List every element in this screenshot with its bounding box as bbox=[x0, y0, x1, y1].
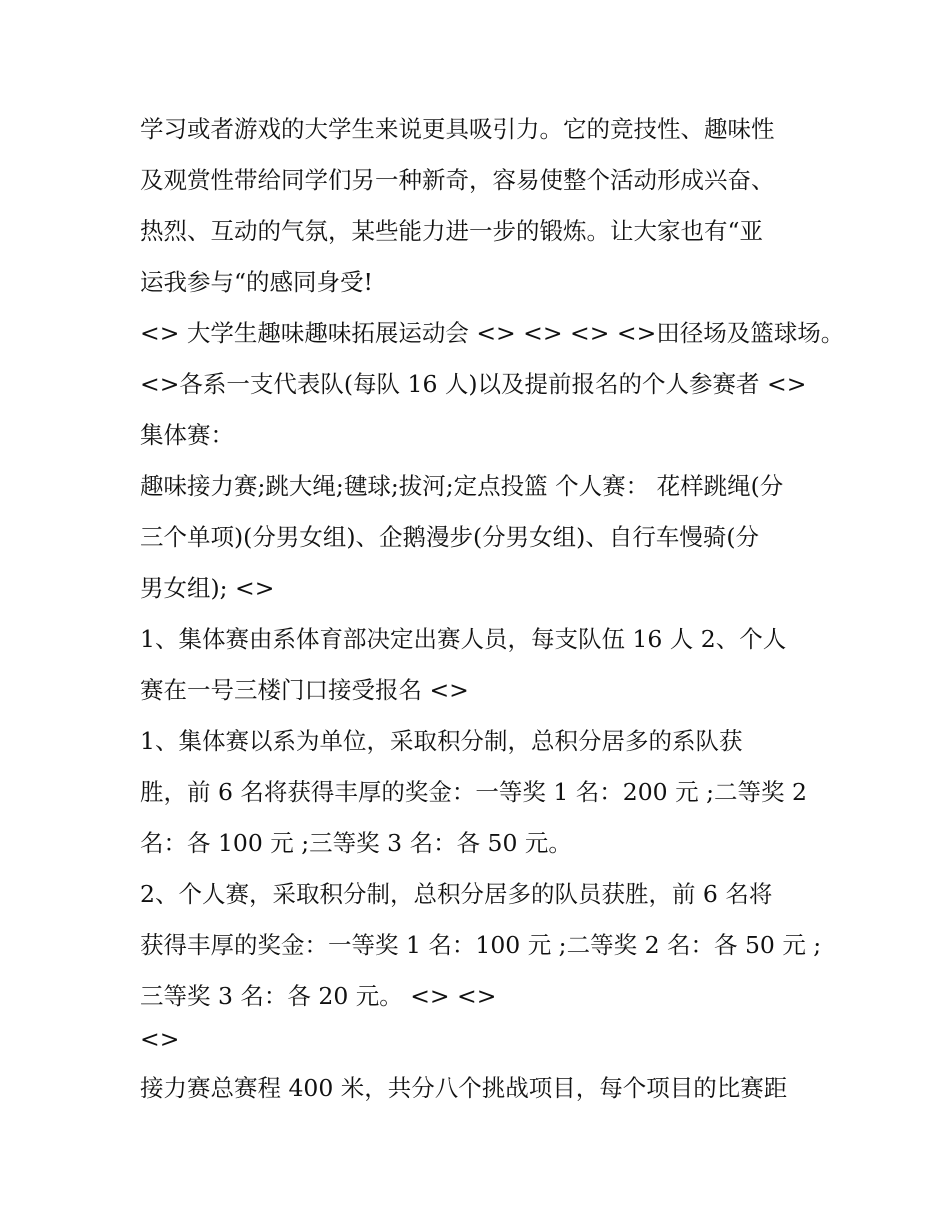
text-line: 名：各 100 元 ;三等奖 3 名：各 50 元。 bbox=[140, 829, 572, 857]
text-line: 获得丰厚的奖金：一等奖 1 名：100 元 ;二等奖 2 名：各 50 元 ; bbox=[140, 931, 822, 959]
text-line: 1、集体赛由系体育部决定出赛人员，每支队伍 16 人 2、个人 bbox=[140, 625, 787, 653]
text-line: 1、集体赛以系为单位，采取积分制，总积分居多的系队获 bbox=[140, 727, 743, 755]
text-line: <> 大学生趣味趣味拓展运动会 <> <> <> <>田径场及篮球场。 bbox=[140, 319, 845, 347]
text-line: 运我参与“的感同身受! bbox=[140, 268, 373, 296]
text-line: 集体赛： bbox=[140, 421, 234, 449]
text-line: 学习或者游戏的大学生来说更具吸引力。它的竞技性、趣味性 bbox=[140, 115, 775, 143]
text-line: 接力赛总赛程 400 米，共分八个挑战项目，每个项目的比赛距 bbox=[140, 1074, 788, 1102]
text-line: 赛在一号三楼门口接受报名 <> bbox=[140, 676, 469, 704]
text-line: 男女组); <> bbox=[140, 574, 275, 602]
text-line: <>各系一支代表队(每队 16 人)以及提前报名的个人参赛者 <> bbox=[140, 370, 807, 398]
text-line: 热烈、互动的气氛，某些能力进一步的锻炼。让大家也有“亚 bbox=[140, 217, 764, 245]
text-line: 2、个人赛，采取积分制，总积分居多的队员获胜，前 6 名将 bbox=[140, 880, 773, 908]
text-line: 三个单项)(分男女组)、企鹅漫步(分男女组)、自行车慢骑(分 bbox=[140, 523, 760, 551]
text-line: 三等奖 3 名：各 20 元。 <> <> bbox=[140, 982, 497, 1010]
text-line: 趣味接力赛;跳大绳;毽球;拔河;定点投篮 个人赛： 花样跳绳(分 bbox=[140, 472, 784, 500]
text-line: 胜，前 6 名将获得丰厚的奖金：一等奖 1 名：200 元 ;二等奖 2 bbox=[140, 778, 807, 806]
text-line: 及观赏性带给同学们另一种新奇，容易使整个活动形成兴奋、 bbox=[140, 166, 775, 194]
text-line: <> bbox=[140, 1025, 180, 1053]
